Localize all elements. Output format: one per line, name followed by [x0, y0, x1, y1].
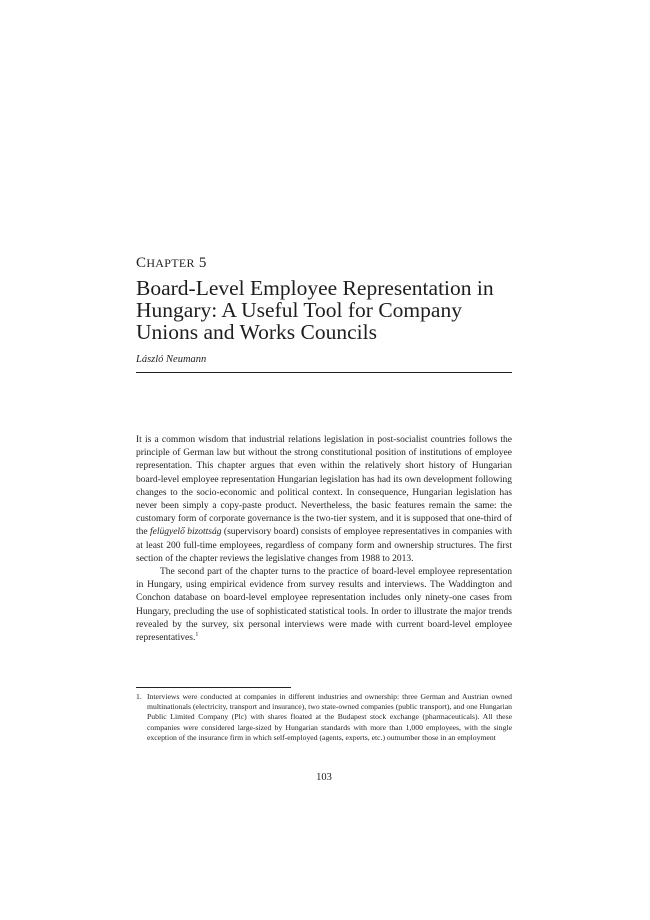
footnote-divider [136, 687, 291, 688]
chapter-title [136, 277, 512, 343]
chapter-label-rest: HAPTER [146, 256, 195, 270]
chapter-title-line: Unions and Works Councils [136, 320, 377, 344]
paragraph-1-text-b: (supervisory board) consists of employee representatives in companies with at least 200 full-time employees, regardless of company form and ownership structures. The first section of the chapter reviews the legislative changes from 1988 to 2013. [136, 527, 513, 564]
chapter-title-line: Board-Level Employee Representation in [136, 276, 494, 300]
footnote [136, 692, 512, 743]
page-number: 103 [316, 772, 332, 783]
chapter-number: 5 [198, 255, 207, 271]
body-text [136, 434, 512, 645]
footnote-number: 1. [136, 692, 142, 701]
paragraph-1-italic-term: felügyelő bizottság [150, 527, 222, 538]
paragraph-2-text: The second part of the chapter turns to the practice of board-level employee representation in Hungary, using empirical evidence from survey results and interviews. The Waddington and Conchon database on board-level employee representation includes only ninety-one cases from Hungary, precluding the use of sophisticated statistical tools. In order to illustrate the major trends revealed by the survey, six personal interviews were made with current board-level employee representatives. [136, 567, 512, 644]
author-name: László Neumann [136, 354, 207, 365]
footnote-text: Interviews were conducted at companies in different industries and ownership: three German and Austrian owned multinationals (electricity, transport and insurance), two state-owned companies (public transport), and one Hungarian Public Limited Company (Plc) with shares floated at the Budapest stock exchange (pharmaceuticals). All these companies were considered large-sized by Hungarian standards with more than 1,000 employees, with the single exception of the insurance firm in which self-employed (agents, experts, etc.) outnumber those in an employment [147, 692, 512, 742]
footnote-reference[interactable]: 1 [195, 631, 199, 638]
chapter-label [136, 255, 207, 272]
paragraph-1 [136, 434, 512, 566]
chapter-label-initial: C [136, 255, 147, 271]
chapter-title-line: Hungary: A Useful Tool for Company [136, 298, 462, 322]
paragraph-1-text-a: It is a common wisdom that industrial relations legislation in post-socialist countries follows the principle of German law but without the strong constitutional position of institutions of employee representation. This chapter argues that even within the relatively short history of Hungarian board-level employee representation Hungarian legislation has had its own development following changes to the socio-economic and political context. In consequence, Hungarian legislation has never been simply a copy-paste product. Nevertheless, the basic features remain the same: the customary form of corporate governance is the two-tier system, and it is supposed that one-third of the [136, 435, 512, 538]
book-page [136, 0, 512, 920]
title-divider [136, 372, 512, 373]
paragraph-2 [136, 566, 512, 645]
